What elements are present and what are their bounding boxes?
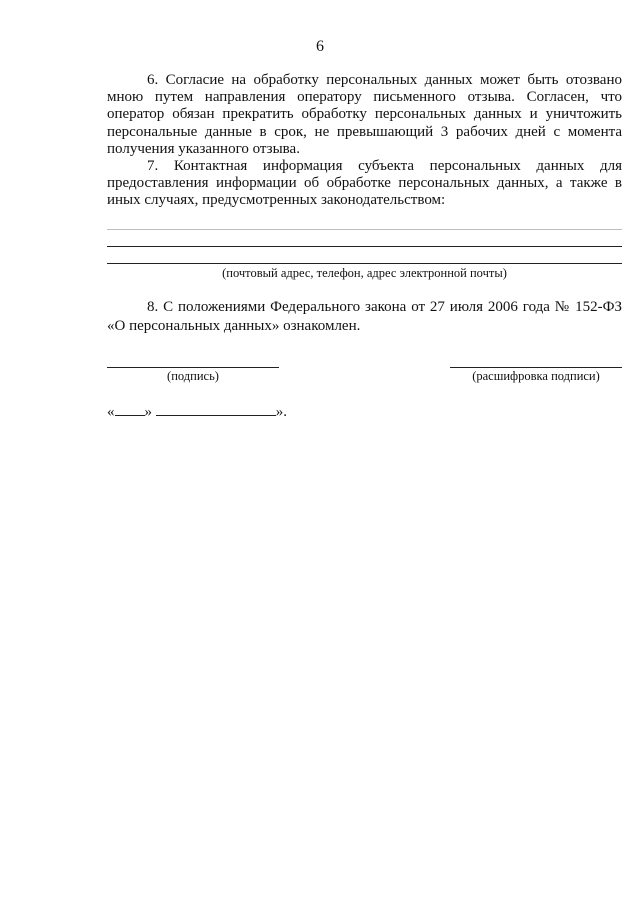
- paragraph-8-law-acknowledgement: 8. С положениями Федерального закона от 27 июля 2006 года № 152-ФЗ «О персональных данных» ознакомлен.: [107, 299, 622, 334]
- date-open-quote: «: [107, 404, 115, 420]
- date-line: [107, 403, 287, 421]
- signature-caption: (подпись): [167, 369, 219, 383]
- paragraph-7-contact-info: 7. Контактная информация субъекта персональных данных для предоставления информации об обработке персональных данных, а также в иных случаях, предусмотренных законодательством:: [107, 158, 622, 209]
- date-month-blank: [156, 403, 276, 416]
- contact-fill-line-2: [107, 246, 622, 247]
- contact-fill-line-1: [107, 229, 622, 230]
- signature-transcript-caption: (расшифровка подписи): [472, 369, 600, 383]
- date-end: ».: [275, 404, 287, 420]
- date-close-quote: »: [144, 404, 152, 420]
- contact-caption: (почтовый адрес, телефон, адрес электронной почты): [222, 266, 507, 280]
- date-day-blank: [115, 403, 145, 416]
- page-number: 6: [316, 38, 324, 55]
- signature-line: [107, 367, 279, 368]
- paragraph-6-consent-withdrawal: 6. Согласие на обработку персональных данных может быть отозвано мною путем направления оператору письменного отзыва. Согласен, что оператор обязан прекратить обработку персональных данных и уничтожить персональные данные в срок, не превышающий 3 рабочих дней с момента получения указанного отзыва.: [107, 72, 622, 157]
- signature-transcript-line: [450, 367, 622, 368]
- contact-fill-line-3: [107, 263, 622, 264]
